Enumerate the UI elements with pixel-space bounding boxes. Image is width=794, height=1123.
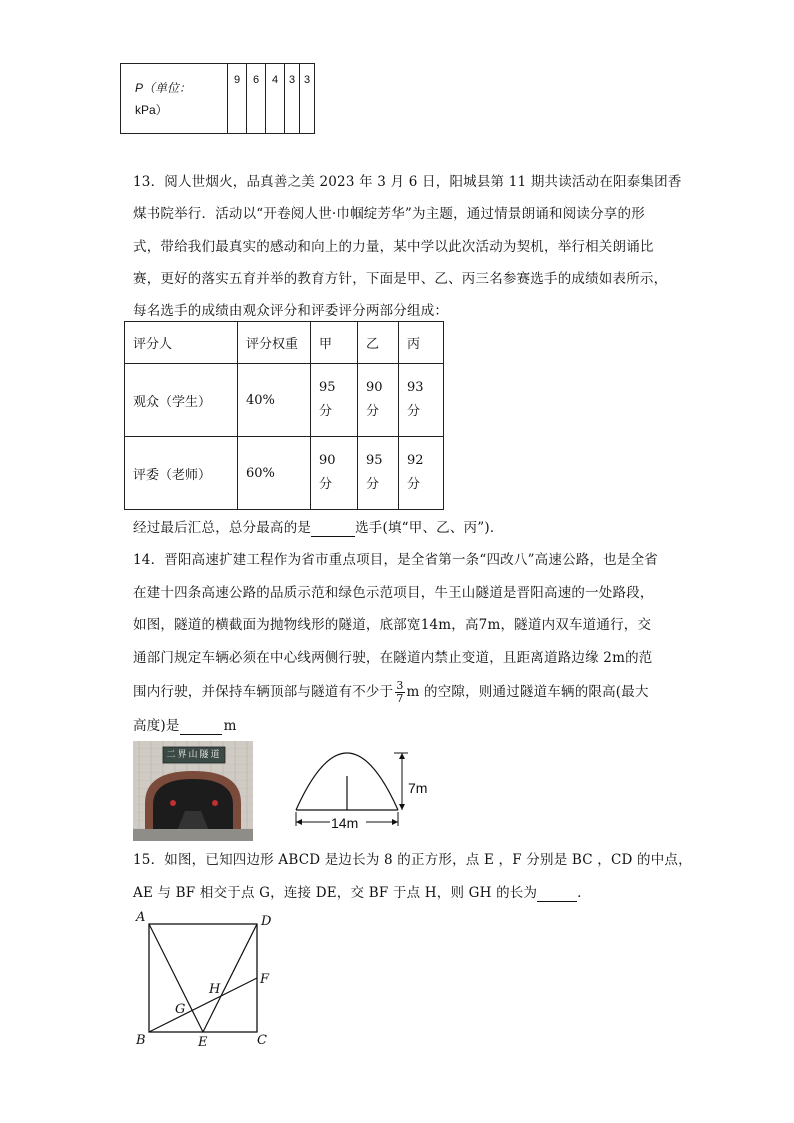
q13-question	[133, 519, 504, 537]
point-label-h: H	[209, 982, 221, 997]
score-unit: 分	[319, 477, 333, 492]
q14-text: m 的空隙，则通过隧道车辆的限高(最大	[406, 684, 649, 700]
header-cell: 丙	[399, 322, 444, 364]
q15-question	[133, 884, 591, 902]
pressure-value: 4	[266, 64, 285, 134]
score-value: 92	[407, 453, 424, 468]
tunnel-sign-text: 二界山隧道	[166, 750, 222, 760]
score-value: 90	[319, 453, 336, 468]
q15-question-after: ．	[577, 885, 591, 901]
rater-cell: 评委（老师）	[125, 437, 238, 510]
score-unit: 分	[366, 404, 380, 419]
q14-question-before: 高度)是	[133, 718, 180, 734]
point-label-b: B	[136, 1033, 146, 1048]
header-cell: 甲	[311, 322, 358, 364]
pressure-value: 3	[285, 64, 300, 134]
score-value: 90	[366, 380, 383, 395]
score-cell	[311, 364, 358, 437]
weight-cell: 40%	[238, 364, 311, 437]
answer-blank[interactable]	[311, 522, 355, 537]
score-table	[124, 321, 444, 510]
q13-question-before: 经过最后汇总，总分最高的是	[133, 520, 312, 536]
arrow-icon	[399, 753, 405, 759]
pressure-label-line1: P（单位：	[135, 80, 192, 95]
rater-cell: 观众（学生）	[125, 364, 238, 437]
width-label: 14m	[331, 815, 359, 831]
q13-question-after: 选手(填“甲、乙、丙”)．	[355, 520, 504, 536]
point-label-c: C	[257, 1033, 267, 1048]
score-unit: 分	[407, 404, 421, 419]
header-cell: 乙	[358, 322, 399, 364]
score-table-header-row	[125, 322, 444, 364]
q13-line: 赛，更好的落实五育并举的教育方针，下面是甲、乙、丙三名参赛选手的成绩如表所示，	[133, 271, 668, 287]
pressure-label-line2: kPa）	[135, 102, 168, 117]
q13-line: 式，带给我们最真实的感动和向上的力量，某中学以此次活动为契机，举行相关朗诵比	[133, 239, 654, 255]
score-unit: 分	[407, 477, 421, 492]
point-label-g: G	[175, 1002, 186, 1017]
q14-text: 围内行驶，并保持车辆顶部与隧道有不少于	[133, 684, 394, 700]
arrow-icon	[392, 819, 398, 825]
answer-blank[interactable]	[537, 887, 577, 902]
point-label-a: A	[136, 910, 146, 925]
score-cell	[399, 437, 444, 510]
tunnel-photo	[133, 741, 253, 841]
arrow-icon	[399, 804, 405, 810]
square-figure	[148, 923, 260, 1035]
answer-blank[interactable]	[180, 720, 222, 735]
fraction-denominator: 7	[396, 692, 404, 705]
pressure-value: 9	[228, 64, 247, 134]
q15-line: 15．如图，已知四边形 ABCD 是边长为 8 的正方形，点 E ，F 分别是 BC ，CD 的中点，	[133, 852, 692, 868]
point-label-d: D	[261, 914, 272, 929]
score-cell	[399, 364, 444, 437]
point-label-e: E	[198, 1035, 208, 1050]
score-table-row	[125, 364, 444, 437]
score-cell	[358, 437, 399, 510]
score-value: 93	[407, 380, 424, 395]
header-cell: 评分权重	[238, 322, 311, 364]
height-label: 7m	[408, 780, 428, 796]
q15-question-before: AE 与 BF 相交于点 G，连接 DE，交 BF 于点 H，则 GH 的长为	[133, 885, 538, 901]
score-value: 95	[366, 453, 383, 468]
q14-line: 通部门规定车辆必须在中心线两侧行驶，在隧道内禁止变道，且距离道路边缘 2m的范	[133, 650, 653, 666]
score-cell	[358, 364, 399, 437]
pressure-value: 6	[247, 64, 266, 134]
segment-bf	[149, 978, 257, 1032]
weight-cell: 60%	[238, 437, 311, 510]
score-unit: 分	[366, 477, 380, 492]
q14-question	[133, 717, 237, 735]
q13-line: 煤书院举行．活动以“开卷阅人世·巾帼绽芳华”为主题，通过情景朗诵和阅读分享的形	[133, 206, 645, 222]
pressure-value: 3	[300, 64, 315, 134]
q14-line: 如图，隧道的横截面为抛物线形的隧道，底部宽14m，高7m，隧道内双车道通行，交	[133, 617, 652, 633]
pressure-label-cell	[121, 64, 228, 134]
fraction	[395, 680, 404, 705]
q14-line: 在建十四条高速公路的品质示范和绿色示范项目，牛王山隧道是晋阳高速的一处路段，	[133, 585, 654, 601]
arrow-icon	[296, 819, 302, 825]
q14-line-with-fraction	[133, 680, 649, 705]
score-unit: 分	[319, 404, 333, 419]
square-abcd	[149, 924, 257, 1032]
score-value: 95	[319, 380, 336, 395]
q14-question-after: m	[223, 718, 237, 734]
segment-de	[203, 924, 257, 1032]
q13-line: 每名选手的成绩由观众评分和评委评分两部分组成：	[133, 303, 449, 319]
q14-line: 14．晋阳高速扩建工程作为省市重点项目，是全省第一条“四改八”高速公路，也是全省	[133, 552, 658, 568]
pressure-table	[120, 63, 315, 134]
header-cell: 评分人	[125, 322, 238, 364]
fraction-numerator: 3	[396, 679, 404, 692]
point-label-f: F	[260, 972, 270, 987]
score-table-row	[125, 437, 444, 510]
score-cell	[311, 437, 358, 510]
q13-line: 13．阅人世烟火，品真善之美 2023 年 3 月 6 日，阳城县第 11 期共读活动在阳泰集团香	[133, 174, 682, 190]
